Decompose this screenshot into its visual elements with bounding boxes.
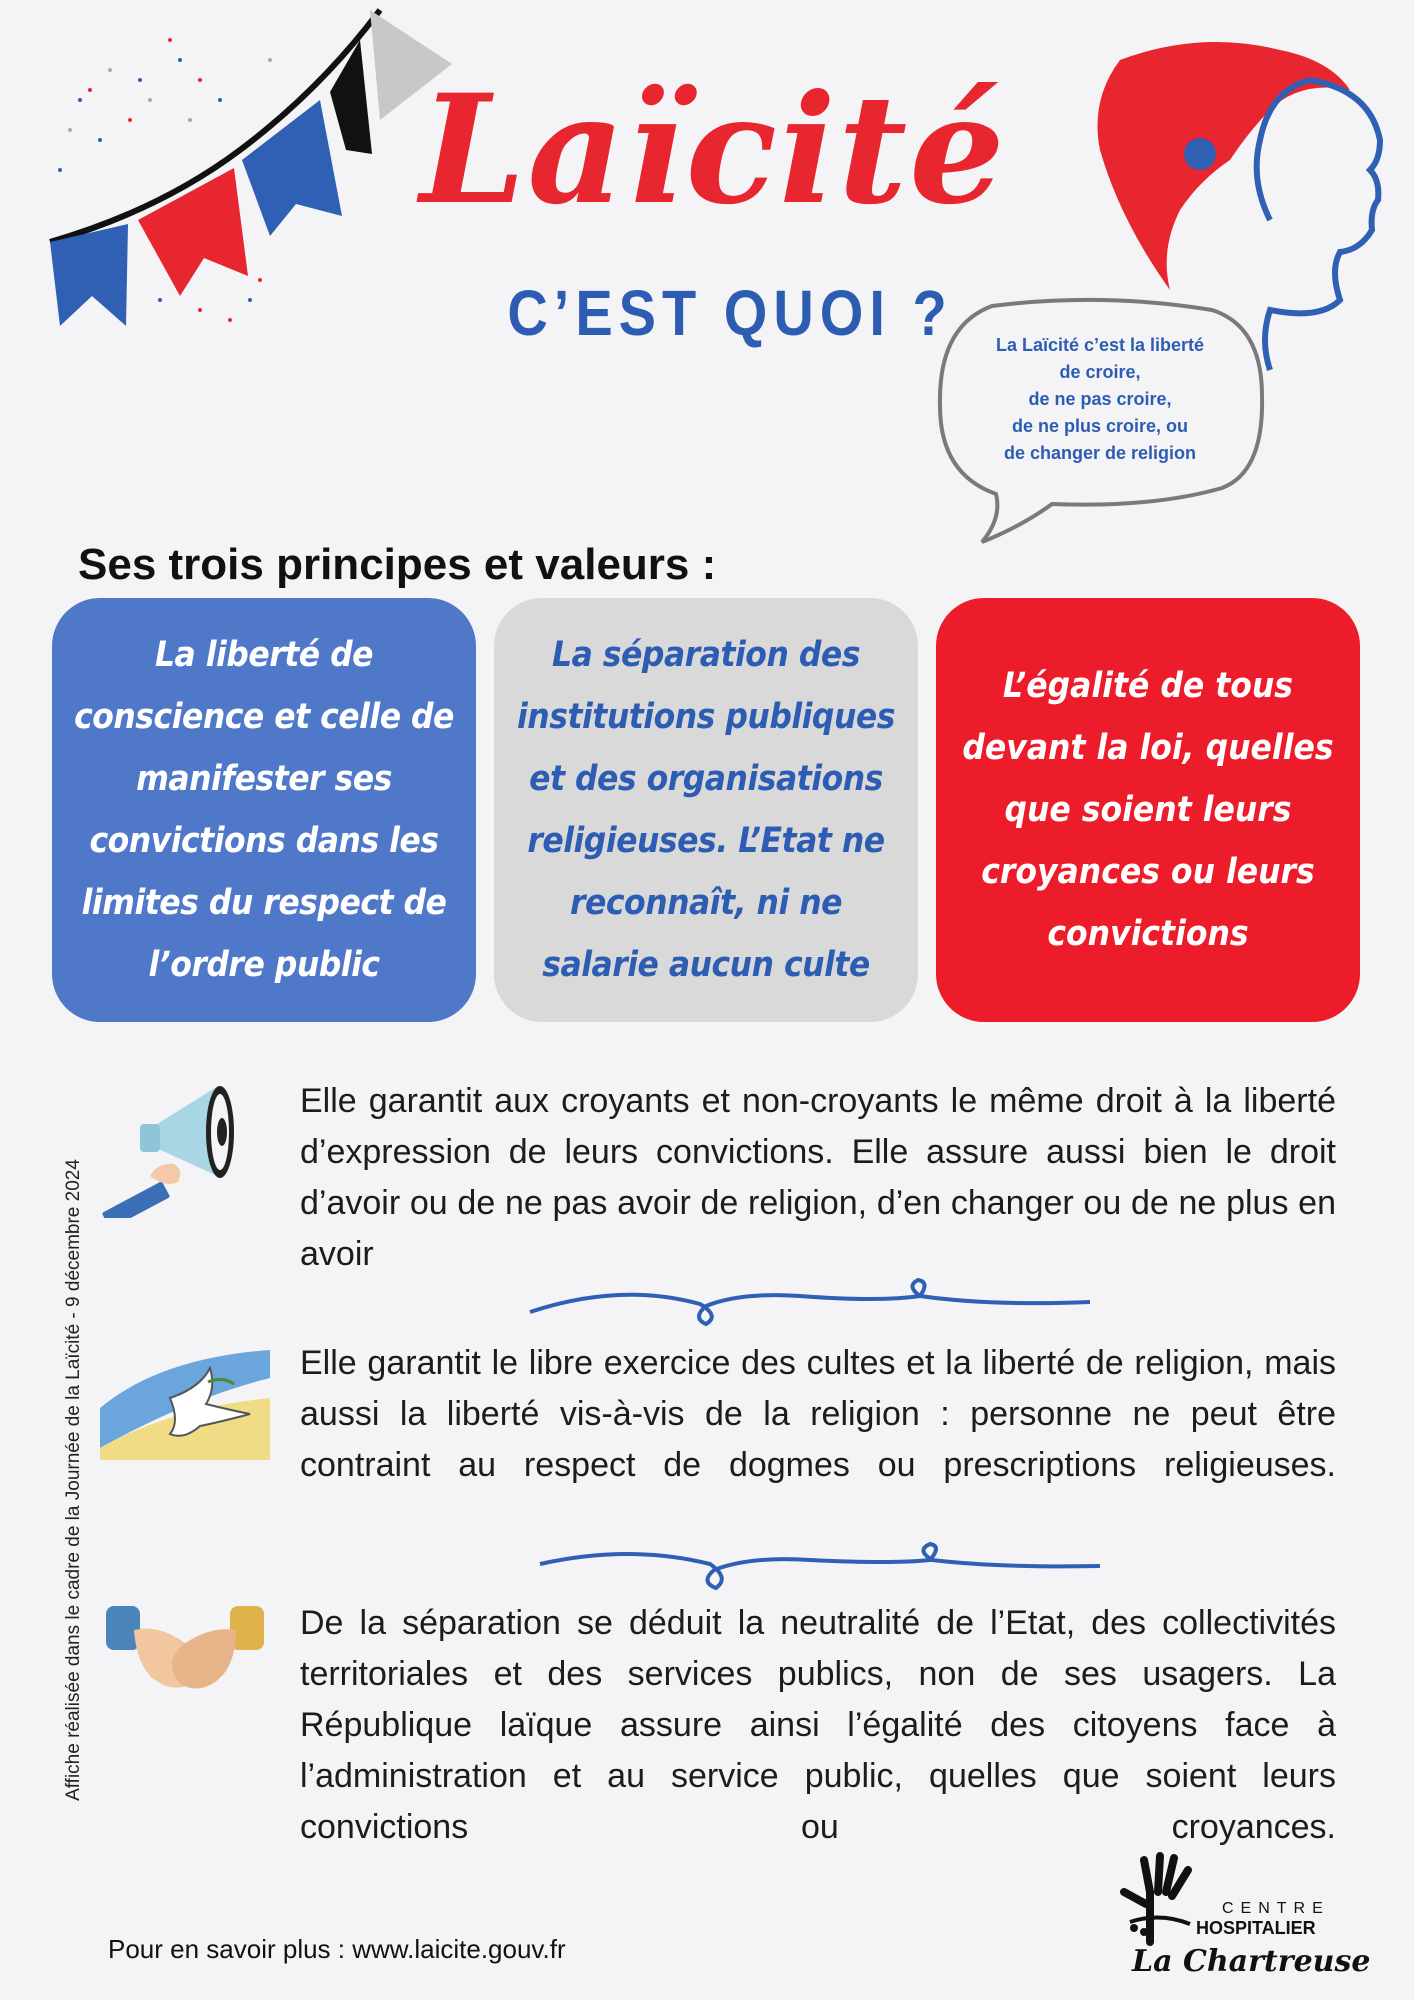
principle-card-separation bbox=[494, 598, 918, 1022]
principle-card-equality bbox=[936, 598, 1360, 1022]
bubble-line: de croire, bbox=[1059, 362, 1141, 382]
page-subtitle: C’EST QUOI ? bbox=[507, 276, 953, 349]
bubble-line: de ne plus croire, ou bbox=[1011, 416, 1189, 436]
divider-swirl bbox=[530, 1534, 1110, 1604]
dove-icon bbox=[100, 1338, 270, 1460]
paragraph-neutrality: De la séparation se déduit la neutralité de l’Etat, des collectivités territoriales et des services publics, non de ses usagers. La République laïque assure ainsi l’égalité des citoyens face à l’administration et au service public, quelles que soient leurs convictions ou croyances. bbox=[300, 1604, 1336, 1846]
footer-link[interactable]: Pour en savoir plus : www.laicite.gouv.fr bbox=[108, 1934, 566, 1964]
principles-heading: Ses trois principes et valeurs : bbox=[78, 540, 717, 589]
logo-line-centre: CENTRE bbox=[1222, 1900, 1330, 1917]
megaphone-icon bbox=[100, 1078, 250, 1218]
bubble-line: de changer de religion bbox=[1003, 443, 1197, 463]
principle-card-text: L’égalité de tous devant la loi, quelles que soient leurs croyances ou leurs convictions bbox=[962, 666, 1334, 954]
principle-card-liberty bbox=[52, 598, 476, 1022]
principle-card-text: La séparation des institutions publiques et des organisations religieuses. L’Etat ne reconnaît, ni ne salarie aucun culte bbox=[516, 635, 896, 985]
bunting-decoration bbox=[0, 0, 470, 360]
bubble-line: La Laïcité c’est la liberté bbox=[995, 335, 1205, 355]
side-credit-text: Affiche réalisée dans le cadre de la Journée de la Laïcité - 9 décembre 2024 bbox=[63, 1159, 84, 1801]
paragraph-religion: Elle garantit le libre exercice des cultes et la liberté de religion, mais aussi la liberté vis-à-vis de la religion : personne ne peut être contraint au respect de dogmes ou prescriptions religieuses. bbox=[300, 1344, 1336, 1484]
page-title: Laïcité bbox=[420, 62, 1007, 238]
logo-line-name: La Chartreuse bbox=[1132, 1944, 1371, 1979]
side-credit bbox=[62, 1070, 86, 1890]
principle-card-text: La liberté de conscience et celle de manifester ses convictions dans les limites du respect de l’ordre public bbox=[74, 635, 454, 985]
bubble-text bbox=[950, 332, 1250, 467]
paragraph-expression: Elle garantit aux croyants et non-croyants le même droit à la liberté d’expression de leurs convictions. Elle assure aussi bien le droit d’avoir ou de ne pas avoir de religion, d’en changer ou de ne plus en avoir bbox=[300, 1082, 1336, 1273]
logo-line-hospitalier: HOSPITALIER bbox=[1196, 1918, 1316, 1938]
handshake-icon bbox=[100, 1600, 270, 1710]
bubble-line: de ne pas croire, bbox=[1028, 389, 1172, 409]
divider-swirl bbox=[520, 1272, 1100, 1342]
